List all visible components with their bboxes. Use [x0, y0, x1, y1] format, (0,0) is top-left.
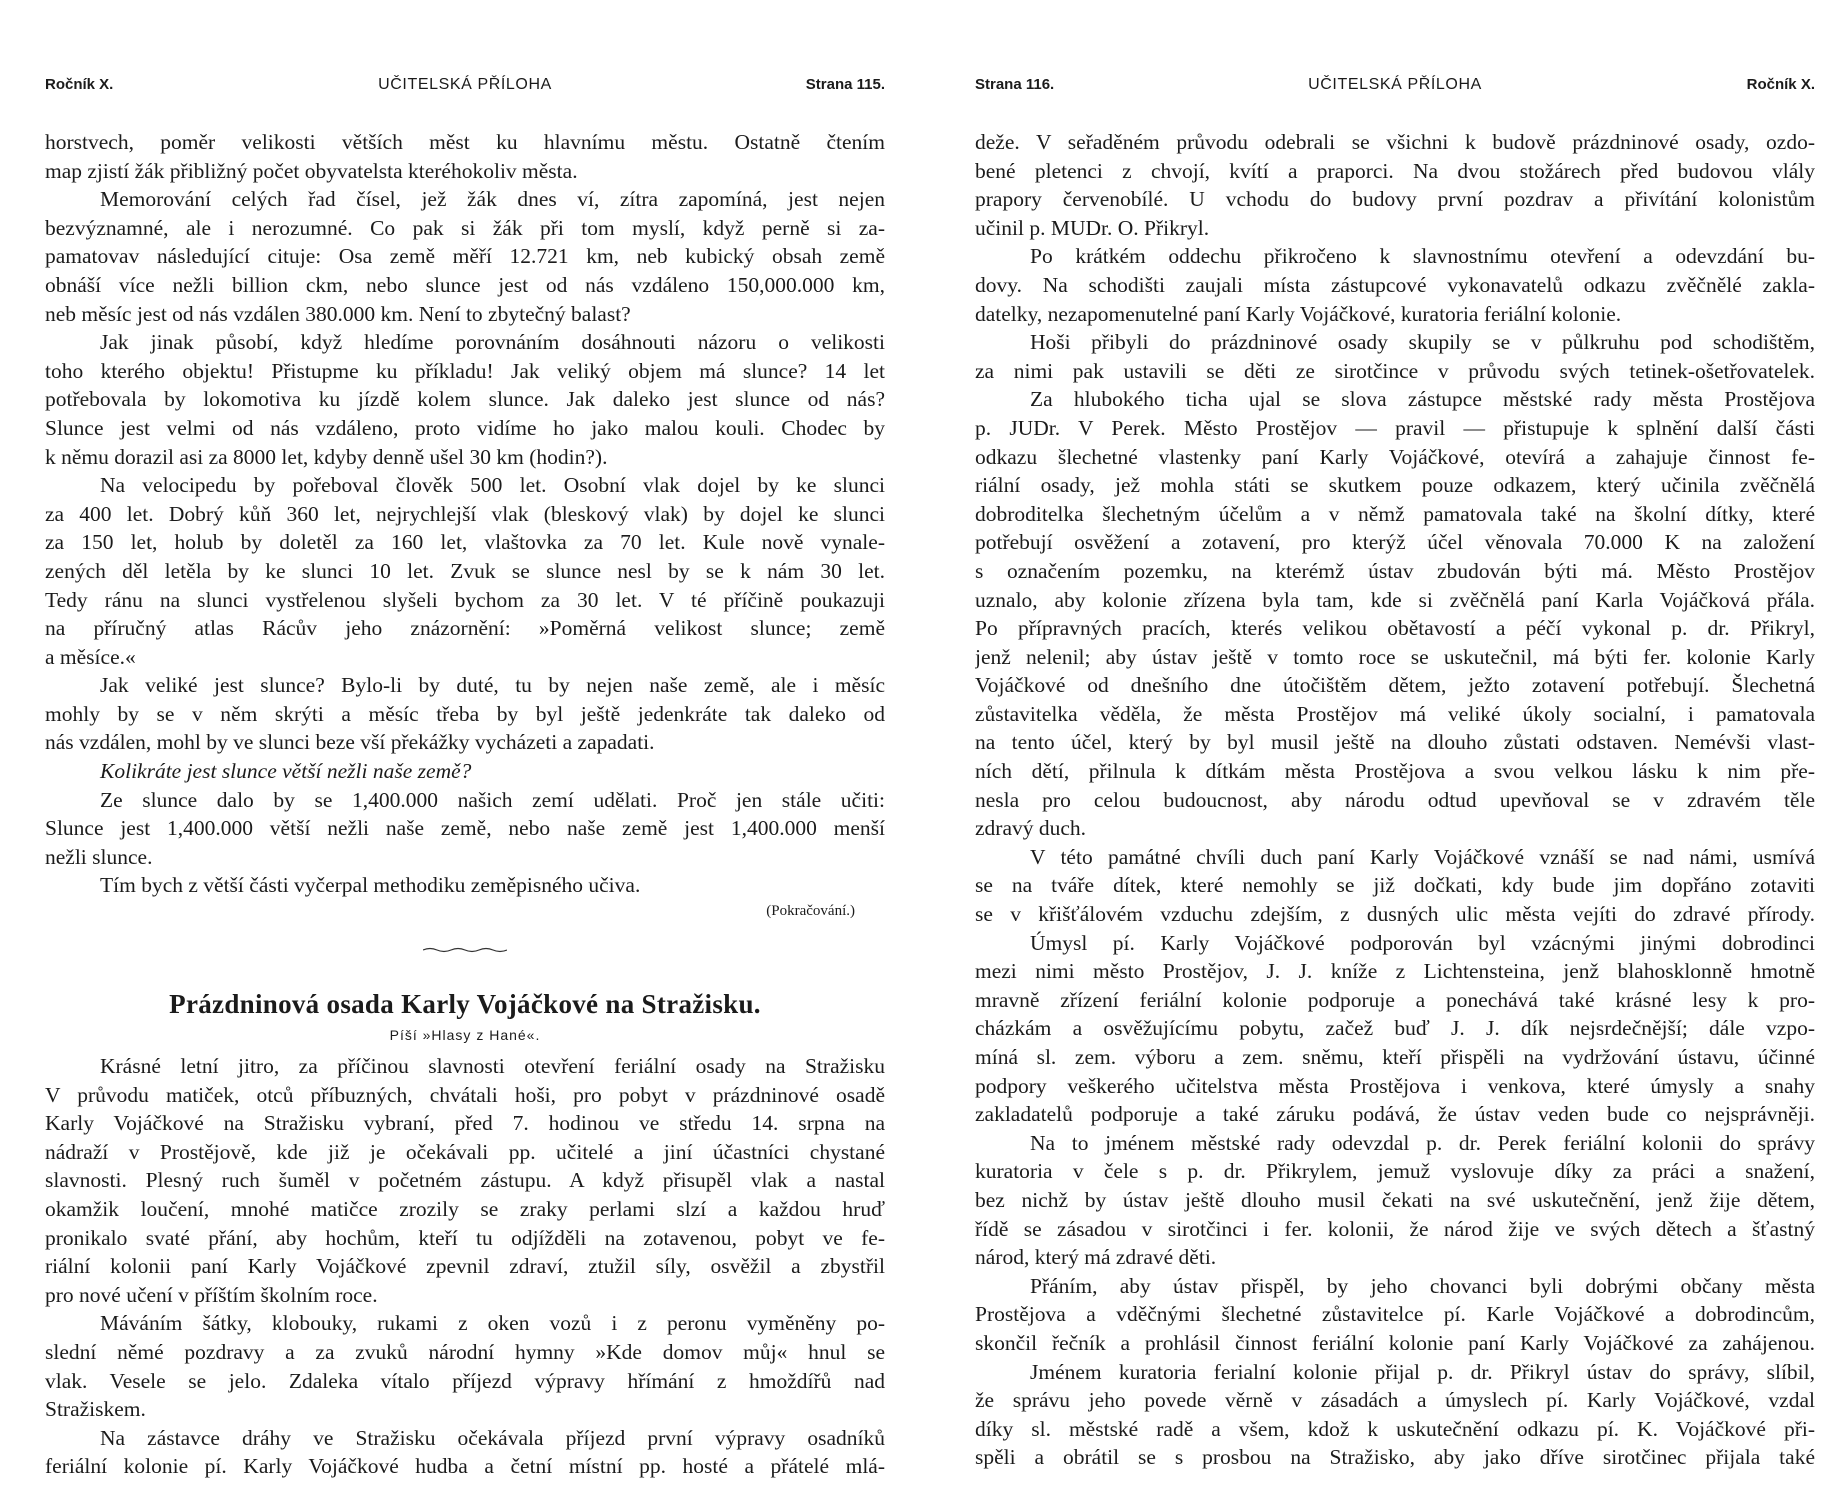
right-page — [975, 0, 1815, 1500]
text-line: slavnosti. Plesný ruch šuměl v početném zástupu. A když přisupěl vlak a nastal — [45, 1168, 885, 1193]
text-line: Ze slunce dalo by se 1,400.000 našich zemí udělati. Proč jen stále učiti: — [100, 787, 885, 812]
section-separator — [45, 922, 885, 984]
text-line: map zjistí žák přibližný počet obyvatelsta kteréhokoliv města. — [45, 158, 578, 183]
left-page-header — [45, 76, 885, 102]
text-line: za nimi pak ustavili se děti ze sirotčince v průvodu svých tetinek-ošetřovatelek. — [975, 358, 1815, 383]
article-byline: Píší »Hlasy z Hané«. — [389, 1027, 541, 1044]
text-line: potřebují osvěžení a zotavení, pro kterýž účel věnovala 70.000 K na založení — [975, 530, 1815, 555]
right-page-text — [975, 128, 1815, 1472]
text-line: zůstavitelka věděla, že města Prostějov má veliké úkoly socialní, i pamatovala — [975, 701, 1815, 726]
right-page-header — [975, 76, 1815, 102]
text-line: nesla pro celou budoucnost, aby národu odtud upevňoval se v zdravém těle — [975, 787, 1815, 812]
page-number: Strana 115. — [805, 76, 885, 93]
text-line: skončil řečník a prohlásil činnost feriální kolonie paní Karly Vojáčkové za zahájenou. — [975, 1330, 1815, 1355]
supplement-title: UČITELSKÁ PŘÍLOHA — [378, 76, 552, 93]
text-line: se v křišťálovém vzduchu zdejším, z dusných ulic města vejíti do zdravé přírody. — [975, 902, 1815, 927]
text-line: vlak. Vesele se jelo. Zdaleka vítalo příjezd výpravy hřímání z hmoždířů nad — [45, 1368, 885, 1393]
text-line: Po přípravných pracích, kterés velikou obětavostí a péčí vykonal p. dr. Přikryl, — [975, 616, 1815, 641]
text-line: řídě se zásadou v sirotčinci i fer. kolonii, že národ žije ve svých dětech a šťastný — [975, 1216, 1815, 1241]
text-line: učinil p. MUDr. O. Přikryl. — [975, 215, 1210, 240]
text-line: dovy. Na schodišti zaujali místa zástupcové vykonavatelů odkazu zvěčnělé zakla- — [975, 272, 1815, 297]
text-line: Kolikráte jest slunce větší nežli naše země? — [100, 759, 472, 784]
text-line: Na zástavce dráhy ve Stražisku očekávala příjezd první výpravy osadníků — [100, 1425, 885, 1450]
page-number: Strana 116. — [975, 76, 1055, 93]
text-line: neb měsíc jest od nás vzdálen 380.000 km. Není to zbytečný balast? — [45, 301, 631, 326]
volume-label: Ročník X. — [45, 76, 114, 93]
left-page — [45, 0, 885, 1500]
text-line: Na velocipedu by pořeboval člověk 500 let. Osobní vlak dojel by ke slunci — [100, 473, 885, 498]
text-line: na příručný atlas Rácův jeho znázornění: »Poměrná velikost slunce; země — [45, 616, 885, 641]
text-line: toho kterého objektu! Přistupme ku příkladu! Jak veliký objem má slunce? 14 let — [45, 358, 885, 383]
text-line: Za hlubokého ticha ujal se slova zástupce městské rady města Prostějova — [1030, 387, 1815, 412]
text-line: Slunce jest 1,400.000 větší nežli naše země, nebo naše země jest 1,400.000 menší — [45, 816, 885, 841]
text-line: bezvýznamné, ale i nerozumné. Co pak si žák při tom myslí, když perně si za- — [45, 215, 885, 240]
text-line: podpory veškerého učitelstva města Prostějova i venkova, které úmysly a snahy — [975, 1073, 1815, 1098]
left-page-text — [45, 128, 885, 1481]
text-line: riální kolonii paní Karly Vojáčkové zpevnil zdraví, ztužil síly, osvěžil a zbystřil — [45, 1254, 885, 1279]
text-line: se na tváře dítek, které nemohly se již dočkati, kdy bude jim dopřáno zotaviti — [975, 873, 1815, 898]
text-line: bez nichž by ústav ještě dlouho musil čekati na své uskutečnění, jenž žije dětem, — [975, 1187, 1815, 1212]
text-line: s označením pozemku, na kterémž ústav zbudován býti má. Město Prostějov — [975, 558, 1815, 583]
text-line: pronikalo svaté přání, aby hochům, kteří tu odjížděli na zotavenou, pobyt ve fe- — [45, 1225, 885, 1250]
text-line: Na to jménem městské rady odevzdal p. dr. Perek feriální kolonii do správy — [1030, 1130, 1815, 1155]
text-line: Přáním, aby ústav přispěl, by jeho chovanci byli dobrými občany města — [1030, 1273, 1815, 1298]
text-line: mravně zřízení feriální kolonie podporuje a ponechává také krásné lesy k pro- — [975, 987, 1815, 1012]
text-line: odkazu šlechetné vlastenky paní Karly Vojáčkové, otevírá a zahajuje činnost fe- — [975, 444, 1815, 469]
text-line: uznalo, aby kolonie zřízena byla tam, kde si zvěčnělá paní Karla Vojáčková přála. — [975, 587, 1815, 612]
text-line: kuratoria v čele s p. dr. Přikrylem, jemuž vyslovuje díky za práci a snažení, — [975, 1159, 1815, 1184]
text-line: za 400 let. Dobrý kůň 360 let, nejrychlejší vlak (bleskový vlak) by dojel ke slunci — [45, 501, 885, 526]
text-line: dobroditelka šlechetným účelům a v němž pamatovala také na školní dítky, které — [975, 501, 1815, 526]
text-line: pamatovav následující cituje: Osa země měří 12.721 km, neb kubický obsah země — [45, 244, 885, 269]
supplement-title: UČITELSKÁ PŘÍLOHA — [1308, 76, 1482, 93]
text-line: datelky, nezapomenutelné paní Karly Vojáčkové, kuratoria feriální kolonie. — [975, 301, 1622, 326]
text-line: Jak veliké jest slunce? Bylo-li by duté, tu by nejen naše země, ale i měsíc — [100, 673, 885, 698]
text-line: Krásné letní jitro, za příčinou slavnosti otevření feriální osady na Stražisku — [100, 1054, 885, 1079]
text-line: a měsíce.« — [45, 644, 136, 669]
text-line: Po krátkém oddechu přikročeno k slavnostnímu otevření a odevzdání bu- — [1030, 244, 1815, 269]
text-line: za 150 let, holub by doletěl za 160 let, vlaštovka za 70 let. Kule nově vynale- — [45, 530, 885, 555]
text-line: spěli a obrátil se s prosbou na Stražisko, aby jako dříve sirotčinec přijala také — [975, 1445, 1815, 1470]
text-line: nás vzdálen, mohl by ve slunci beze vší překážky vycházeti a zapadati. — [45, 730, 655, 755]
text-line: Jménem kuratoria ferialní kolonie přijal p. dr. Přikryl ústav do správy, slíbil, — [1030, 1359, 1815, 1384]
text-line: Tedy ránu na slunci vystřelenou slyšeli bychom za 30 let. V té příčině poukazuji — [45, 587, 885, 612]
text-line: horstvech, poměr velikosti větších měst ku hlavnímu městu. Ostatně čtením — [45, 130, 885, 154]
text-line: Slunce jest velmi od nás vzdáleno, proto vidíme ho jako malou kouli. Chodec by — [45, 415, 885, 440]
text-line: slední němé pozdravy a za zvuků národní hymny »Kde domov můj« hnul se — [45, 1339, 885, 1364]
text-line: jenž nelenil; aby ústav ještě v tomto roce se uskutečnil, má býti fer. kolonie Karly — [975, 644, 1815, 669]
text-line: okamžik loučení, mnohé matičce zrozily se zraky perlami slzí a každou hruď — [45, 1197, 885, 1221]
text-line: zených děl letěla by ke slunci 10 let. Zvuk se slunce nesl by se k nám 30 let. — [45, 558, 885, 583]
text-line: Memorování celých řad čísel, jež žák dnes ví, zítra zapomíná, jest nejen — [100, 187, 885, 212]
text-line: p. JUDr. V Perek. Město Prostějov — pravil — přistupuje k splnění další části — [975, 415, 1815, 440]
text-line: Tím bych z větší části vyčerpal methodiku zeměpisného učiva. — [100, 873, 641, 898]
text-line: potřebovala by lokomotiva ku jízdě kolem slunce. Jak daleko jest slunce od nás? — [45, 387, 885, 412]
text-line: deže. V seřaděném průvodu odebrali se všichni k budově prázdninové osady, ozdo- — [975, 130, 1815, 154]
text-line: Stražiskem. — [45, 1397, 146, 1422]
text-line: riální osady, jež mohla státi se skutkem pouze odkazem, který učinila zvěčnělá — [975, 473, 1815, 498]
text-line: k němu dorazil asi za 8000 let, kdyby denně ušel 30 km (hodin?). — [45, 444, 608, 469]
text-line: bené pletenci z chvojí, kvítí a praporci. Na dvou stožárech před budovou vlály — [975, 158, 1815, 183]
text-line: Hoši přibyli do prázdninové osady skupily se v půlkruhu pod schodištěm, — [1030, 330, 1815, 355]
article-title: Prázdninová osada Karly Vojáčkové na Stražisku. — [169, 989, 761, 1020]
text-line: pro nové učení v příštím školním roce. — [45, 1282, 378, 1307]
text-line: Prostějova a vděčnými šlechetné zůstavitelce pí. Karle Vojáčkové a dobrodincům, — [975, 1302, 1815, 1327]
text-line: cházkám a osvěžujícímu pobytu, začež buď J. J. dík nejsrdečnější; dále vzpo- — [975, 1016, 1815, 1041]
volume-label: Ročník X. — [1746, 76, 1815, 93]
continuation-note: (Pokračování.) — [766, 903, 855, 920]
text-line: prapory červenobílé. U vchodu do budovy první pozdrav a přivítání kolonistům — [975, 187, 1815, 212]
text-line: V této památné chvíli duch paní Karly Vojáčkové vznáší se nad námi, usmívá — [1030, 844, 1815, 869]
text-line: Máváním šátky, klobouky, rukami z oken vozů i z peronu vyměněny po- — [100, 1311, 885, 1336]
text-line: zdravý duch. — [975, 816, 1087, 841]
text-line: nežli slunce. — [45, 844, 153, 869]
text-line: zakladatelů podporuje a také záruku podává, že ústav veden bude co nejsprávněji. — [975, 1102, 1815, 1127]
text-line: na tento účel, který by byl musil ještě na dlouho zůstati odstaven. Nemévši vlast- — [975, 730, 1815, 755]
text-line: mohly by se v něm skrýti a měsíc třeba by byl ještě jedenkráte tak daleko od — [45, 701, 885, 726]
wave-divider-icon — [423, 947, 507, 953]
text-line: nádraží v Prostějově, kde již je očekávali pp. učitelé a jiní účastníci chystané — [45, 1139, 885, 1164]
text-line: feriální kolonie pí. Karly Vojáčkové hudba a četní místní pp. hosté a přátelé mlá- — [45, 1454, 885, 1479]
text-line: Karly Vojáčkové na Stražisku vybraní, před 7. hodinou ve středu 14. srpna na — [45, 1111, 885, 1136]
text-line: obnáší více nežli billion ckm, nebo slunce jest od nás vzdáleno 150,000.000 km, — [45, 272, 885, 297]
text-line: Úmysl pí. Karly Vojáčkové podporován byl vzácnými jinými dobrodinci — [1030, 930, 1815, 955]
text-line: V průvodu matiček, otců příbuzných, chvátali hoši, pro pobyt v prázdninové osadě — [45, 1082, 885, 1107]
text-line: národ, který má zdravé děti. — [975, 1245, 1217, 1270]
text-line: ních dětí, přilnula k dítkám města Prostějova a svou velkou lásku k nim pře- — [975, 759, 1815, 784]
text-line: míná sl. zem. výboru a zem. sněmu, kteří přispěli na vydržování ústavu, účinné — [975, 1045, 1815, 1069]
text-line: díky sl. městské radě a všem, kdož k uskutečnění odkazu pí. K. Vojáčkové při- — [975, 1416, 1815, 1441]
text-line: Jak jinak působí, když hledíme porovnáním dosáhnouti názoru o velikosti — [100, 330, 885, 355]
text-line: Vojáčkové od dnešního dne útočištěm dětem, ježto zotavení potřebují. Šlechetná — [975, 673, 1815, 698]
text-line: že správu jeho povede věrně v zásadách a úmyslech pí. Karly Vojáčkové, vzdal — [975, 1388, 1815, 1413]
text-line: mezi nimi město Prostějov, J. J. kníže z Lichtensteina, jenž blahosklonně hmotně — [975, 959, 1815, 984]
